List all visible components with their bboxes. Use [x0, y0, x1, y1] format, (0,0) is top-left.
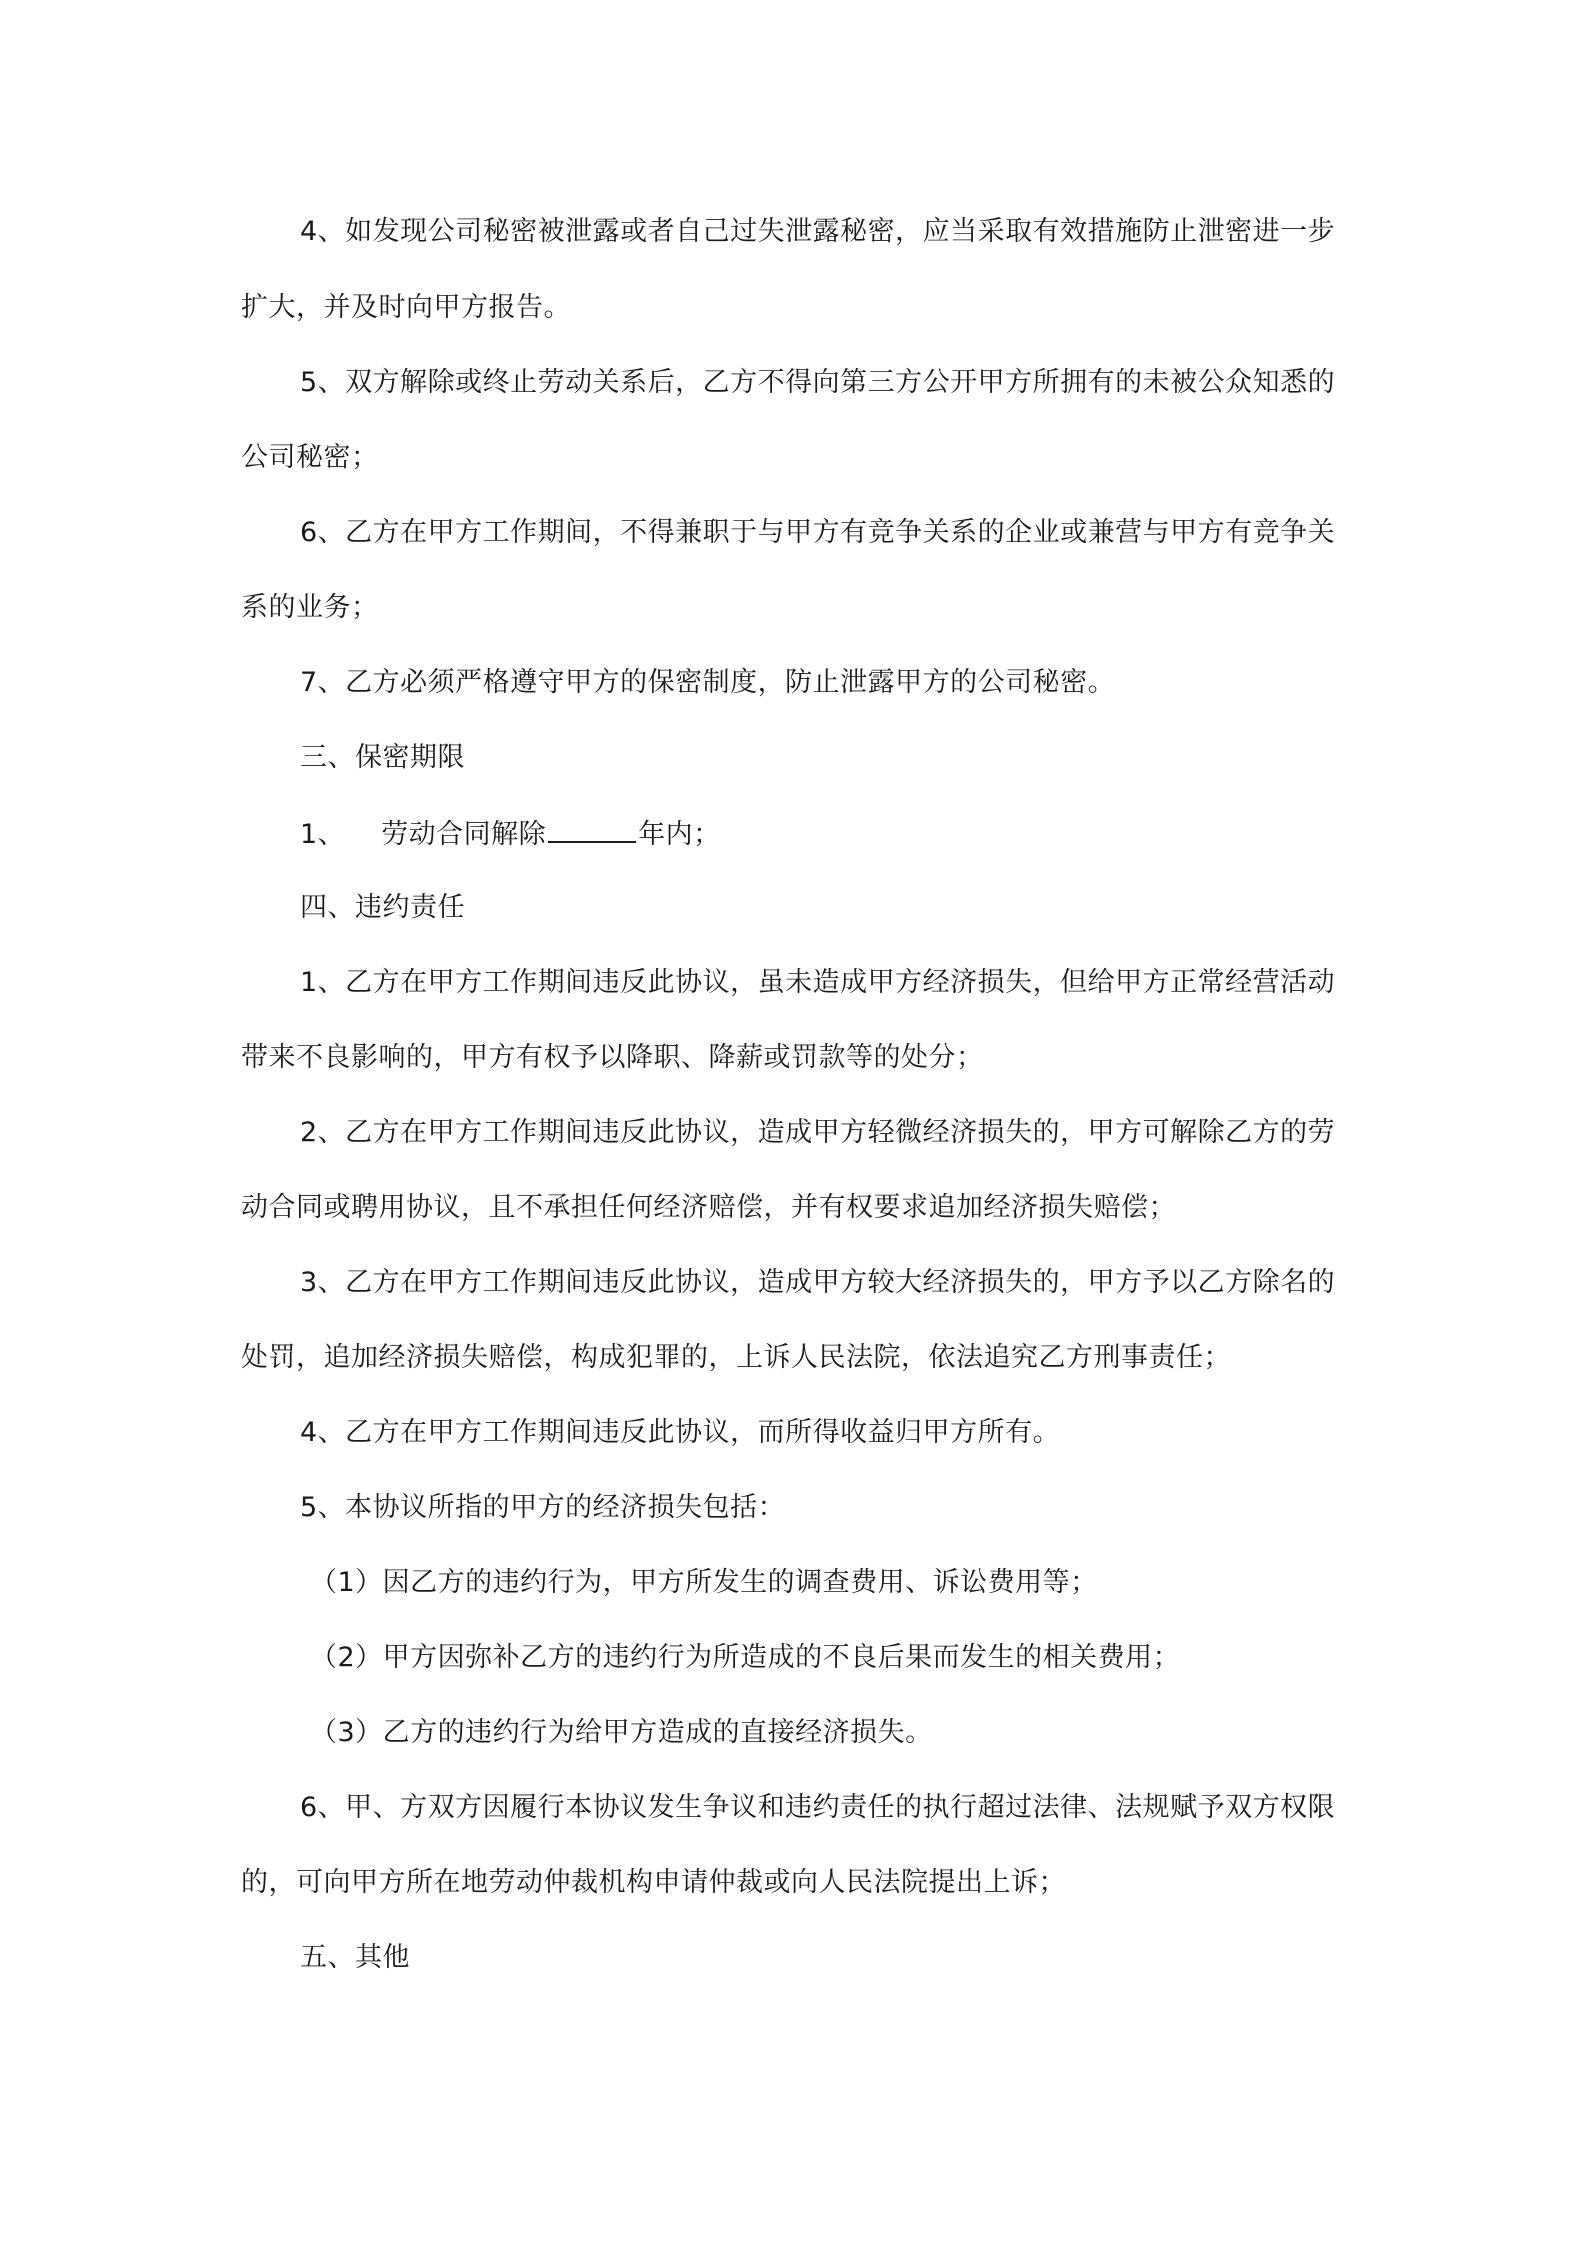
section-heading-3: 三、保密期限 [300, 742, 465, 773]
section-heading-5: 五、其他 [300, 1942, 410, 1973]
clause-3-1 [300, 813, 721, 855]
years-blank-field[interactable] [548, 813, 636, 843]
clause-2-6-line1: 6、乙方在甲方工作期间，不得兼职于与甲方有竞争关系的企业或兼营与甲方有竞争关 [300, 517, 1336, 548]
clause-4-1-line1: 1、乙方在甲方工作期间违反此协议，虽未造成甲方经济损失，但给甲方正常经营活动 [300, 967, 1336, 998]
clause-4-2-line1: 2、乙方在甲方工作期间违反此协议，造成甲方轻微经济损失的，甲方可解除乙方的劳 [300, 1117, 1336, 1148]
clause-4-5-item-2: （2）甲方因弥补乙方的违约行为所造成的不良后果而发生的相关费用； [310, 1642, 1181, 1673]
clause-3-1-text-after: 年内； [638, 819, 721, 850]
clause-4-1-line2: 带来不良影响的，甲方有权予以降职、降薪或罚款等的处分； [241, 1042, 984, 1073]
clause-4-2-line2: 动合同或聘用协议，且不承担任何经济赔偿，并有权要求追加经济损失赔偿； [241, 1192, 1176, 1223]
clause-4-3-line1: 3、乙方在甲方工作期间违反此协议，造成甲方较大经济损失的，甲方予以乙方除名的 [300, 1267, 1336, 1298]
clause-4-3-line2: 处罚，追加经济损失赔偿，构成犯罪的，上诉人民法院，依法追究乙方刑事责任； [241, 1342, 1231, 1373]
clause-4-5: 5、本协议所指的甲方的经济损失包括： [300, 1492, 786, 1523]
clause-4-5-item-3: （3）乙方的违约行为给甲方造成的直接经济损失。 [310, 1717, 933, 1748]
clause-3-1-number: 1、 [300, 819, 346, 850]
clause-2-7: 7、乙方必须严格遵守甲方的保密制度，防止泄露甲方的公司秘密。 [300, 667, 1116, 698]
clause-4-4: 4、乙方在甲方工作期间违反此协议，而所得收益归甲方所有。 [300, 1417, 1061, 1448]
clause-2-4-line2: 扩大，并及时向甲方报告。 [241, 292, 571, 323]
clause-4-5-item-1: （1）因乙方的违约行为，甲方所发生的调查费用、诉讼费用等； [310, 1567, 1098, 1598]
section-heading-4: 四、违约责任 [300, 892, 465, 923]
clause-2-5-line1: 5、双方解除或终止劳动关系后，乙方不得向第三方公开甲方所拥有的未被公众知悉的 [300, 367, 1336, 398]
clause-3-1-text-before: 劳动合同解除 [381, 819, 547, 850]
clause-4-6-line1: 6、甲、方双方因履行本协议发生争议和违约责任的执行超过法律、法规赋予双方权限 [300, 1792, 1336, 1823]
clause-2-5-line2: 公司秘密； [241, 442, 379, 473]
clause-2-6-line2: 系的业务； [241, 592, 379, 623]
clause-2-4-line1: 4、如发现公司秘密被泄露或者自己过失泄露秘密，应当采取有效措施防止泄密进一步 [300, 216, 1336, 247]
clause-4-6-line2: 的，可向甲方所在地劳动仲裁机构申请仲裁或向人民法院提出上诉； [241, 1867, 1066, 1898]
